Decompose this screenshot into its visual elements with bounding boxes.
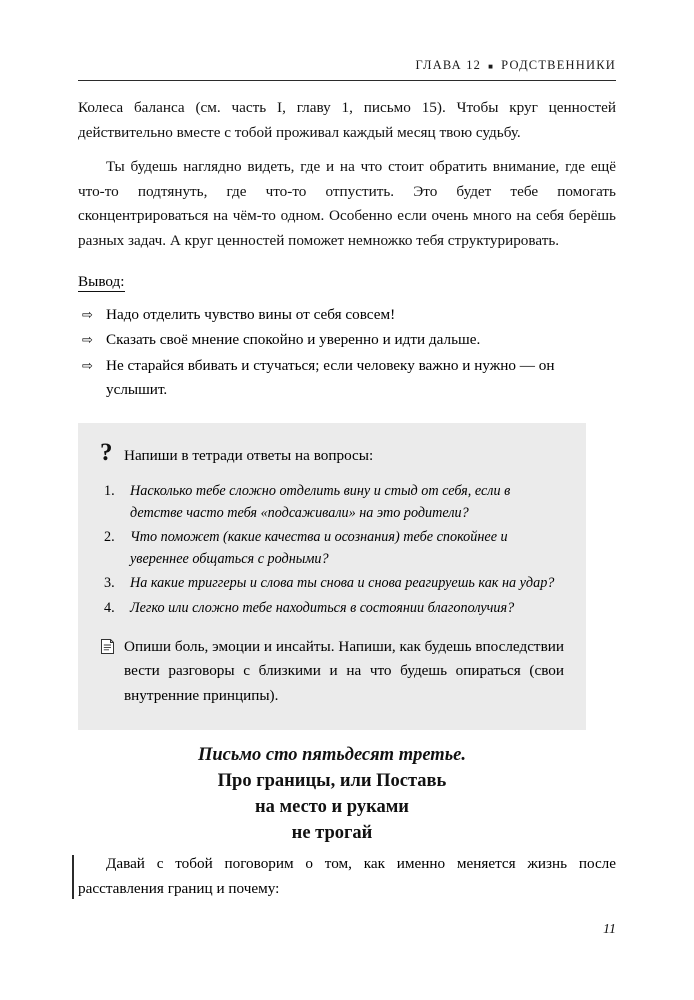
header-chapter: ГЛАВА 12 bbox=[415, 58, 482, 72]
arrow-right-icon: ⇨ bbox=[82, 357, 93, 373]
header-title: РОДСТВЕННИКИ bbox=[501, 58, 616, 72]
task-box bbox=[78, 423, 586, 730]
letter-title-line-4: не трогай bbox=[291, 823, 373, 843]
list-item-text: Сказать своё мнение спокойно и уверенно и идти дальше. bbox=[106, 331, 481, 349]
task-note-text: Опиши боль, эмоции и инсайты. Напиши, как будешь впоследствии вести разговоры с близкими и на что будешь опираться (свои внутренние принципы). bbox=[124, 638, 564, 704]
question-mark-icon: ? bbox=[100, 439, 113, 466]
list-item: Что поможет (какие качества и осознания) тебе спокойнее и увереннее общаться с родными? bbox=[130, 529, 508, 567]
arrow-right-icon: ⇨ bbox=[82, 306, 93, 322]
list-item: На какие триггеры и слова ты снова и снова реагируешь как на удар? bbox=[130, 575, 555, 591]
paragraph-2: Ты будешь наглядно видеть, где и на что стоит обратить внимание, где ещё что-то подтянуть, где что-то отпустить. Это будет тебе помогать сконцентрироваться на чём-то одном. Особенно если очень много на себя берёшь разных задач. А круг ценностей поможет немножко тебя структурировать. bbox=[78, 158, 616, 249]
margin-marker bbox=[72, 855, 74, 899]
letter-title bbox=[78, 742, 586, 846]
list-item bbox=[78, 303, 616, 328]
list-item-text: Надо отделить чувство вины от себя совсем! bbox=[106, 305, 396, 323]
conclusion-label-text: Вывод: bbox=[78, 272, 125, 290]
task-questions-list bbox=[100, 481, 564, 619]
letter-title-line-1: Письмо сто пятьдесят третье. bbox=[198, 745, 466, 765]
letter-intro bbox=[78, 852, 616, 901]
list-item: Насколько тебе сложно отделить вину и стыд от себя, если в детстве часто тебя «подсаживали» на это родители? bbox=[130, 483, 511, 521]
task-note bbox=[100, 635, 564, 708]
conclusion-label bbox=[78, 271, 616, 293]
list-item-text: Не старайся вбивать и стучаться; если человеку важно и нужно — он услышит. bbox=[106, 356, 555, 399]
main-content bbox=[78, 96, 616, 404]
list-item: Легко или сложно тебе находиться в состоянии благополучия? bbox=[130, 599, 515, 616]
conclusion-list bbox=[78, 303, 616, 403]
letter-title-line-2: Про границы, или Поставь bbox=[217, 771, 447, 791]
page-number: 11 bbox=[603, 922, 616, 937]
list-item bbox=[78, 328, 616, 353]
list-item bbox=[78, 354, 616, 403]
task-box-heading bbox=[100, 439, 564, 467]
letter-intro-text: Давай с тобой поговорим о том, как именно меняется жизнь после расставления границ и почему: bbox=[78, 855, 616, 897]
arrow-right-icon: ⇨ bbox=[82, 332, 93, 348]
task-box-heading-text: Напиши в тетради ответы на вопросы: bbox=[124, 447, 374, 464]
letter-title-line-3: на место и руками bbox=[255, 797, 409, 817]
header-divider bbox=[78, 80, 616, 81]
running-header bbox=[78, 58, 616, 73]
paragraph-1: Колеса баланса (см. часть I, главу 1, письмо 15). Чтобы круг ценностей действительно вместе с тобой проживал каждый месяц твою судьбу. bbox=[78, 99, 616, 141]
header-separator-icon: ■ bbox=[488, 61, 495, 71]
notepad-icon bbox=[100, 635, 124, 660]
